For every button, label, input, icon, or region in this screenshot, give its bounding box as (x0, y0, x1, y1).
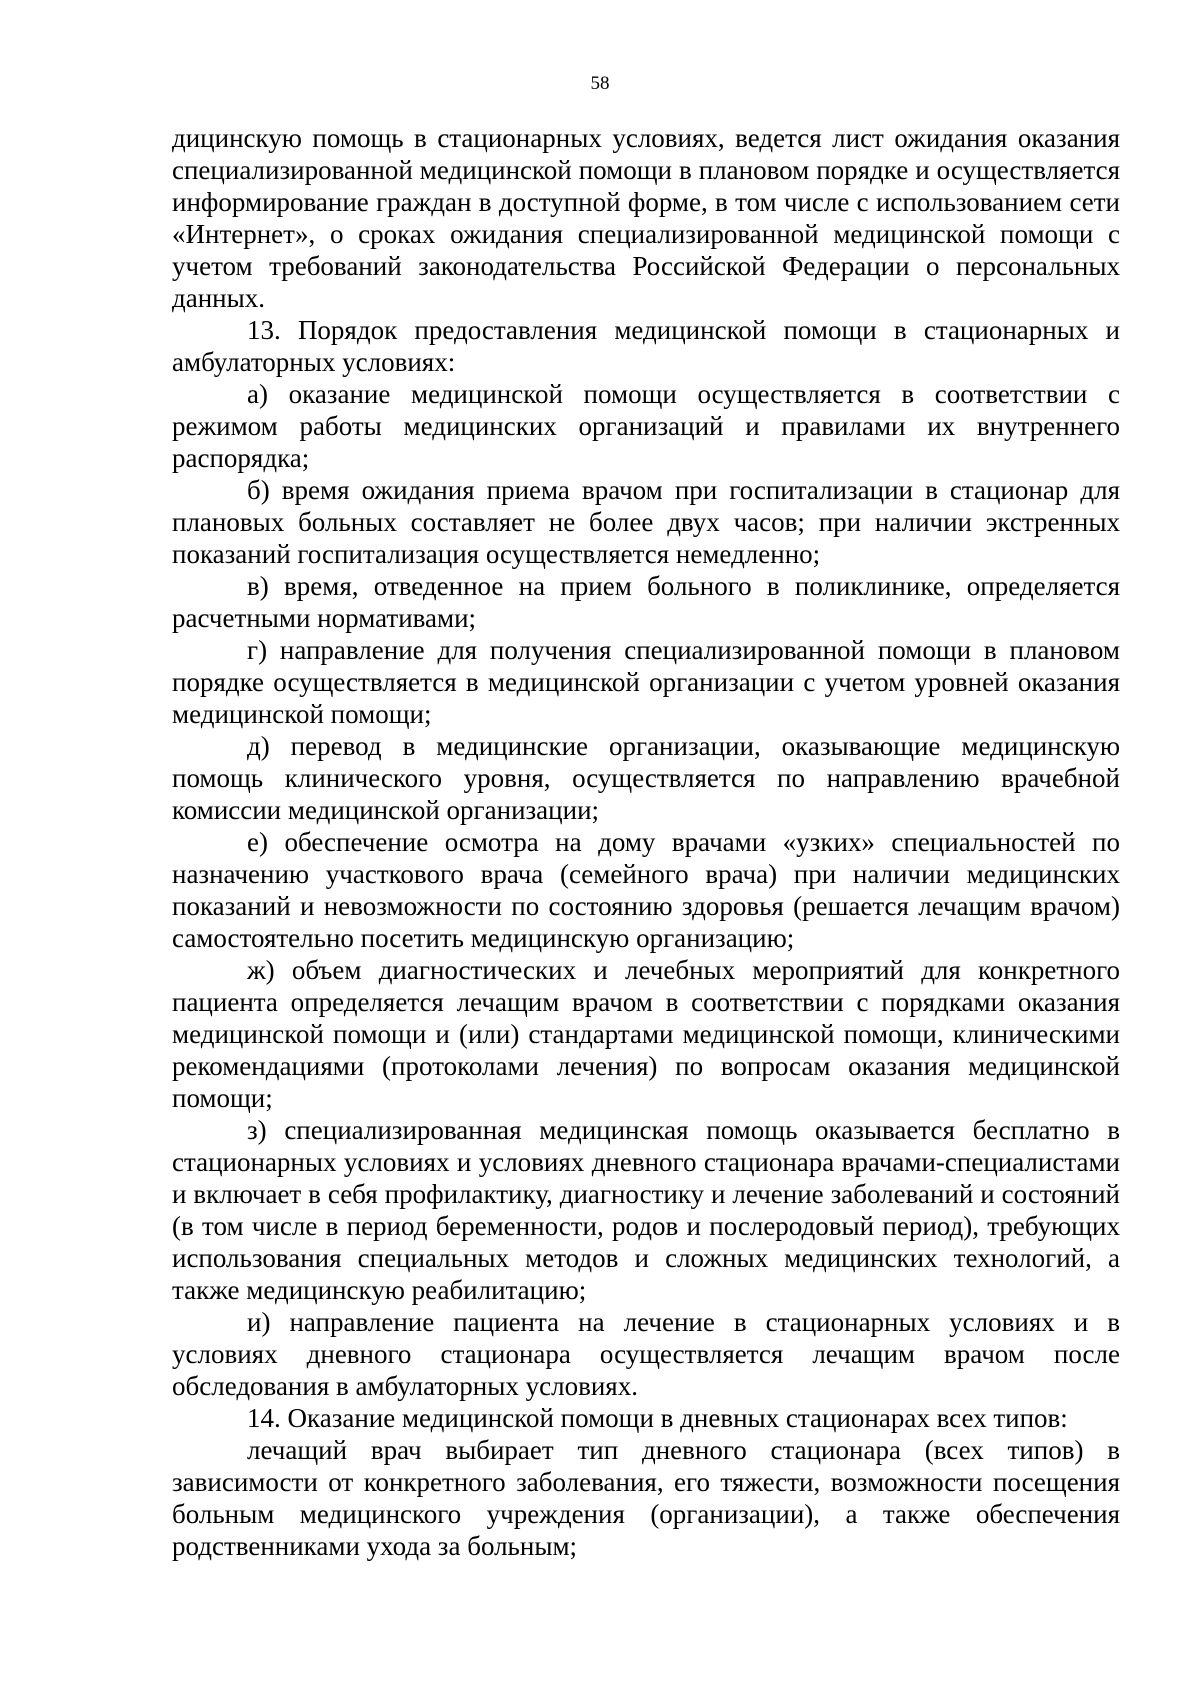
paragraph-item-b: б) время ожидания приема врачом при госпитализации в стационар для плановых больных составляет не более двух часов; при наличии экстренных показаний госпитализация осуществляется немедленно; (172, 475, 1120, 569)
paragraph-section-14-body: лечащий врач выбирает тип дневного стационара (всех типов) в зависимости от конкретного заболевания, его тяжести, возможности посещения больным медицинского учреждения (организации), а также обеспечения родственниками ухода за больным; (172, 1435, 1120, 1561)
paragraph-item-d: д) перевод в медицинские организации, оказывающие медицинскую помощь клинического уровня, осуществляется по направлению врачебной комиссии медицинской организации; (172, 731, 1120, 825)
paragraph-section-13: 13. Порядок предоставления медицинской помощи в стационарных и амбулаторных условиях: (172, 315, 1120, 377)
paragraph-continuation: дицинскую помощь в стационарных условиях, ведется лист ожидания оказания специализированной медицинской помощи в плановом порядке и осуществляется информирование граждан в доступной форме, в том числе с использованием сети «Интернет», о сроках ожидания специализированной медицинской помощи с учетом требований законодательства Российской Федерации о персональных данных. (172, 123, 1120, 313)
paragraph-item-z: з) специализированная медицинская помощь оказывается бесплатно в стационарных условиях и условиях дневного стационара врачами-специалистами и включает в себя профилактику, диагностику и лечение заболеваний и состояний (в том числе в период беременности, родов и послеродовый период), требующих использования специальных методов и сложных медицинских технологий, а также медицинскую реабилитацию; (172, 1115, 1120, 1305)
paragraph-item-e: е) обеспечение осмотра на дому врачами «узких» специальностей по назначению участкового врача (семейного врача) при наличии медицинских показаний и невозможности по состоянию здоровья (решается лечащим врачом) самостоятельно посетить медицинскую организацию; (172, 827, 1120, 953)
paragraph-item-v: в) время, отведенное на прием больного в поликлинике, определяется расчетными нормативами; (172, 571, 1120, 633)
paragraph-item-g: г) направление для получения специализированной помощи в плановом порядке осуществляется в медицинской организации с учетом уровней оказания медицинской помощи; (172, 635, 1120, 729)
paragraph-item-zh: ж) объем диагностических и лечебных мероприятий для конкретного пациента определяется лечащим врачом в соответствии с порядками оказания медицинской помощи и (или) стандартами медицинской помощи, клиническими рекомендациями (протоколами лечения) по вопросам оказания медицинской помощи; (172, 955, 1120, 1113)
document-body (172, 122, 1120, 1562)
paragraph-item-a: а) оказание медицинской помощи осуществляется в соответствии с режимом работы медицинских организаций и правилами их внутреннего распорядка; (172, 379, 1120, 473)
paragraph-section-14: 14. Оказание медицинской помощи в дневных стационарах всех типов: (247, 1403, 1068, 1433)
page-number: 58 (590, 73, 610, 94)
paragraph-item-i: и) направление пациента на лечение в стационарных условиях и в условиях дневного стационара осуществляется лечащим врачом после обследования в амбулаторных условиях. (172, 1307, 1120, 1401)
